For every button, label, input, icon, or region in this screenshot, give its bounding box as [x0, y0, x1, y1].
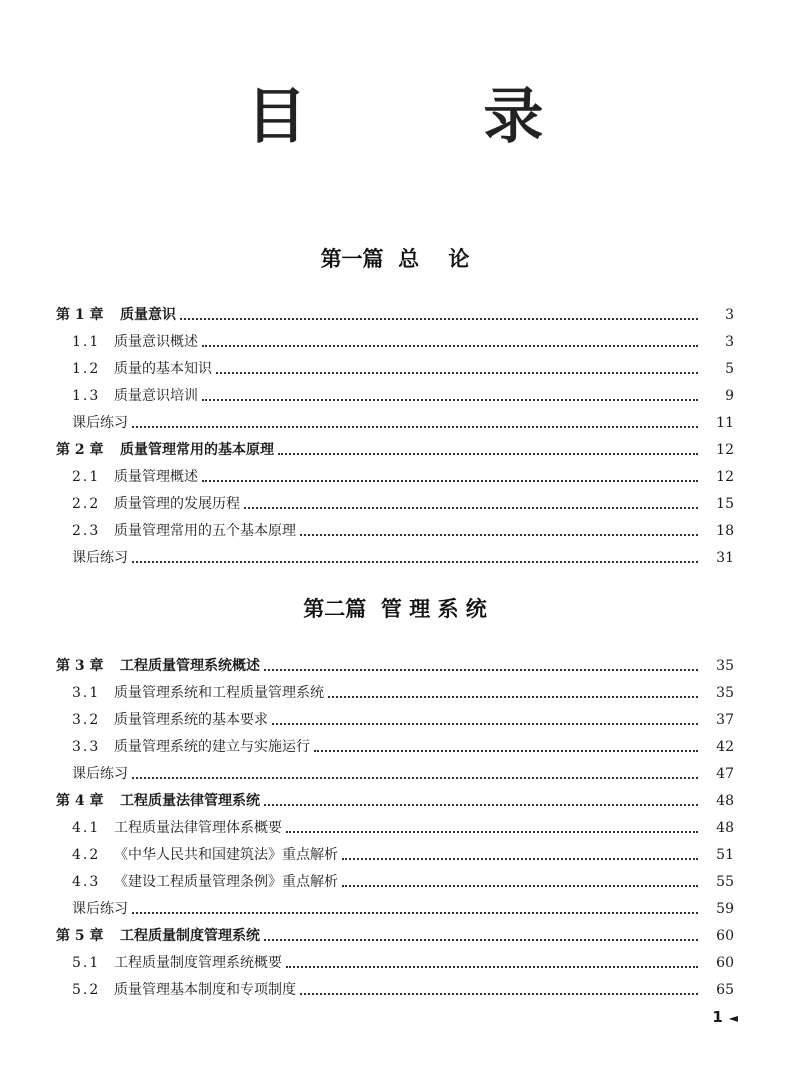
toc-entry-number: 第 3 章 — [56, 658, 104, 674]
dot-leader — [264, 938, 698, 941]
toc-part2-list — [0, 648, 790, 999]
dot-leader — [132, 425, 698, 428]
dot-leader — [272, 722, 698, 725]
toc-exercise-row[interactable] — [0, 891, 790, 918]
toc-section-row[interactable] — [0, 324, 790, 351]
toc-entry-number: 第 4 章 — [56, 793, 104, 809]
part-title — [0, 245, 790, 273]
toc-page-number: 11 — [716, 415, 734, 431]
toc-section-row[interactable] — [0, 351, 790, 378]
dot-leader — [180, 317, 698, 320]
dot-leader — [132, 911, 698, 914]
toc-page-number: 65 — [716, 982, 734, 998]
toc-entry-label: 质量意识培训 — [114, 388, 198, 404]
toc-entry-label: 质量管理概述 — [114, 469, 198, 485]
toc-entry-label: 工程质量制度管理系统 — [120, 928, 260, 944]
page-number: 1 — [712, 1008, 723, 1026]
toc-entry-label: 质量管理的发展历程 — [114, 496, 240, 512]
toc-entry-label: 质量管理基本制度和专项制度 — [114, 982, 296, 998]
toc-chapter-row[interactable] — [0, 432, 790, 459]
toc-entry-number: 第 5 章 — [56, 928, 104, 944]
toc-page-number: 18 — [716, 523, 734, 539]
toc-page-number: 47 — [716, 766, 734, 782]
toc-page-number: 3 — [725, 307, 734, 323]
toc-entry-number: 3.3 — [72, 739, 101, 755]
dot-leader — [328, 695, 698, 698]
toc-section-row[interactable] — [0, 810, 790, 837]
page-footer — [712, 1008, 738, 1026]
toc-chapter-row[interactable] — [0, 648, 790, 675]
dot-leader — [264, 668, 698, 671]
toc-chapter-row[interactable] — [0, 297, 790, 324]
dot-leader — [278, 452, 698, 455]
toc-entry-number: 2.2 — [72, 496, 101, 512]
toc-entry-label: 质量管理系统的基本要求 — [114, 712, 268, 728]
toc-page-number: 59 — [716, 901, 734, 917]
dot-leader — [202, 344, 698, 347]
dot-leader — [300, 992, 698, 995]
dot-leader — [216, 371, 698, 374]
toc-page-number: 35 — [716, 658, 734, 674]
toc-entry-number: 4.3 — [72, 874, 101, 890]
toc-entry-label: 《中华人民共和国建筑法》重点解析 — [114, 847, 338, 863]
toc-page-number: 60 — [716, 928, 734, 944]
toc-page-number: 3 — [725, 334, 734, 350]
dot-leader — [202, 479, 698, 482]
toc-entry-label: 《建设工程质量管理条例》重点解析 — [114, 874, 338, 890]
toc-section-row[interactable] — [0, 837, 790, 864]
toc-section-row[interactable] — [0, 702, 790, 729]
dot-leader — [286, 830, 698, 833]
toc-section-row[interactable] — [0, 945, 790, 972]
toc-page-number: 55 — [716, 874, 734, 890]
toc-section-row[interactable] — [0, 486, 790, 513]
toc-section-row[interactable] — [0, 459, 790, 486]
toc-entry-number: 4.2 — [72, 847, 101, 863]
toc-entry-number: 1.3 — [72, 388, 101, 404]
toc-entry-number: 第 1 章 — [56, 307, 104, 323]
toc-section-row[interactable] — [0, 675, 790, 702]
toc-page-number: 48 — [716, 820, 734, 836]
dot-leader — [264, 803, 698, 806]
part2-title-text: 第二篇 管 理 系 统 — [303, 597, 487, 621]
toc-page-number: 31 — [716, 550, 734, 566]
toc-page-number: 42 — [716, 739, 734, 755]
dot-leader — [132, 560, 698, 563]
dot-leader — [244, 506, 698, 509]
toc-entry-label: 工程质量管理系统概述 — [120, 658, 260, 674]
toc-section-row[interactable] — [0, 864, 790, 891]
toc-entry-label: 工程质量制度管理系统概要 — [114, 955, 282, 971]
toc-entry-number: 1.2 — [72, 361, 101, 377]
toc-entry-label: 质量意识概述 — [114, 334, 198, 350]
toc-entry-number: 2.3 — [72, 523, 101, 539]
page-title: 目 录 — [246, 82, 622, 152]
toc-entry-label: 工程质量法律管理体系概要 — [114, 820, 282, 836]
part-title — [0, 595, 790, 623]
toc-entry-label: 质量意识 — [120, 307, 176, 323]
toc-entry-number: 5.1 — [72, 955, 101, 971]
dot-leader — [342, 857, 698, 860]
toc-page-number: 48 — [716, 793, 734, 809]
toc-entry-label: 工程质量法律管理系统 — [120, 793, 260, 809]
toc-part1-list — [0, 297, 790, 567]
toc-entry-number: 3.1 — [72, 685, 101, 701]
toc-entry-label: 质量管理常用的五个基本原理 — [114, 523, 296, 539]
toc-page-number: 51 — [716, 847, 734, 863]
toc-entry-label: 质量管理系统和工程质量管理系统 — [114, 685, 324, 701]
toc-page-number: 37 — [716, 712, 734, 728]
toc-exercise-row[interactable] — [0, 540, 790, 567]
dot-leader — [314, 749, 698, 752]
dot-leader — [202, 398, 698, 401]
toc-page-number: 15 — [716, 496, 734, 512]
toc-entry-label: 课后练习 — [72, 415, 128, 431]
toc-page-number: 35 — [716, 685, 734, 701]
toc-entry-number: 3.2 — [72, 712, 101, 728]
toc-entry-label: 质量管理系统的建立与实施运行 — [114, 739, 310, 755]
toc-section-row[interactable] — [0, 513, 790, 540]
dot-leader — [342, 884, 698, 887]
toc-entry-label: 课后练习 — [72, 550, 128, 566]
toc-page-number: 12 — [716, 469, 734, 485]
toc-chapter-row[interactable] — [0, 783, 790, 810]
triangle-marker-icon: ◄ — [728, 1011, 738, 1025]
toc-entry-label: 质量管理常用的基本原理 — [120, 442, 274, 458]
toc-page-number: 9 — [725, 388, 734, 404]
toc-section-row[interactable] — [0, 729, 790, 756]
toc-section-row[interactable] — [0, 972, 790, 999]
part1-title-text: 第一篇 总 论 — [320, 247, 470, 271]
dot-leader — [132, 776, 698, 779]
toc-entry-label: 质量的基本知识 — [114, 361, 212, 377]
toc-section-row[interactable] — [0, 378, 790, 405]
toc-entry-label: 课后练习 — [72, 901, 128, 917]
toc-page-number: 60 — [716, 955, 734, 971]
toc-entry-label: 课后练习 — [72, 766, 128, 782]
toc-page-number: 12 — [716, 442, 734, 458]
toc-entry-number: 1.1 — [72, 334, 101, 350]
toc-exercise-row[interactable] — [0, 405, 790, 432]
toc-entry-number: 4.1 — [72, 820, 101, 836]
toc-entry-number: 2.1 — [72, 469, 101, 485]
toc-entry-number: 5.2 — [72, 982, 101, 998]
dot-leader — [300, 533, 698, 536]
toc-exercise-row[interactable] — [0, 756, 790, 783]
toc-chapter-row[interactable] — [0, 918, 790, 945]
toc-page-number: 5 — [725, 361, 734, 377]
dot-leader — [286, 965, 698, 968]
toc-entry-number: 第 2 章 — [56, 442, 104, 458]
